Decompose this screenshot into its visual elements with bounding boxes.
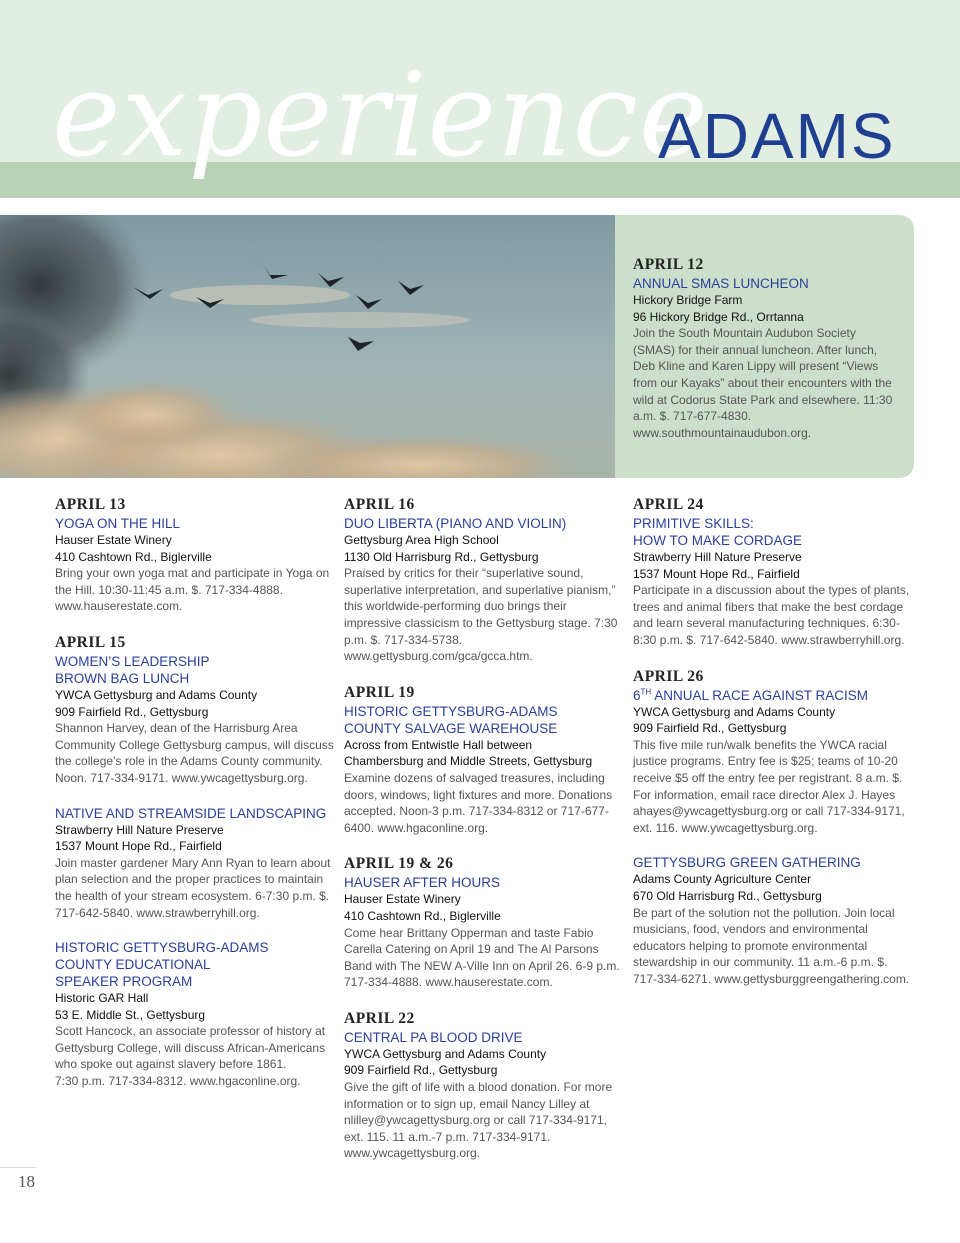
- event-description: Shannon Harvey, dean of the Harrisburg Area Community College Gettysburg campus, will discuss the college’s role in the Adams County community. Noon. 717-334-9171. www.ywcagettysburg.org.: [55, 721, 334, 785]
- event-venue: Gettysburg Area High School: [344, 533, 499, 547]
- sky-geese-photo: [0, 215, 615, 478]
- event-date: APRIL 15: [55, 633, 126, 651]
- event-address: 1537 Mount Hope Rd., Fairfield: [633, 566, 800, 581]
- event-green-gathering: [633, 854, 913, 987]
- event-title-rest: ANNUAL RACE AGAINST RACISM: [651, 687, 868, 703]
- event-date: APRIL 12: [633, 256, 704, 273]
- event-date: APRIL 16: [344, 496, 415, 513]
- masthead-script-word: experience: [52, 48, 709, 183]
- event-date: APRIL 19: [344, 683, 415, 701]
- event-title-line-2: COUNTY SALVAGE WAREHOUSE: [344, 720, 558, 736]
- event-address: 53 E. Middle St., Gettysburg: [55, 1007, 206, 1022]
- event-april-15: [55, 633, 335, 787]
- event-address: 909 Fairfield Rd., Gettysburg: [633, 721, 787, 736]
- event-title-line-1: WOMEN’S LEADERSHIP: [55, 653, 210, 669]
- event-title: YOGA ON THE HILL: [55, 516, 181, 531]
- event-venue: YWCA Gettysburg and Adams County: [55, 687, 258, 702]
- event-venue: Historic GAR Hall: [55, 991, 149, 1006]
- event-april-24: [633, 495, 913, 649]
- event-date: APRIL 22: [344, 1009, 415, 1027]
- event-description: Praised by critics for their “superlative sound, superlative interpretation, and superlative pianism,” this worldwide-performing duo brings their impressive classicism to the Gettysburg stage. 7:30 p.m. $. 717-334-5738. www.gettysburg.com/gca/gcca.htm.: [344, 566, 618, 664]
- event-date: APRIL 19 & 26: [344, 855, 454, 873]
- events-column-1: [55, 495, 335, 1108]
- event-venue: Strawberry Hill Nature Preserve: [633, 550, 802, 564]
- events-column-2: [344, 495, 624, 1180]
- event-address: 670 Old Harrisburg Rd., Gettysburg: [633, 888, 822, 903]
- event-title: GETTYSBURG GREEN GATHERING: [633, 855, 861, 871]
- event-title: NATIVE AND STREAMSIDE LANDSCAPING: [55, 805, 327, 821]
- event-description: This five mile run/walk benefits the YWCA racial justice programs. Entry fee is $25; teams of 10-20 receive $5 off the entry fee per registrant. 8 a.m. $. For information, email race director Alex J. Hayes ahayes@ywcagettysburg.org or call 717-334-9171, ext. 116. www.ywcagettysburg.org.: [633, 737, 905, 835]
- event-address: 909 Fairfield Rd., Gettysburg: [344, 1063, 498, 1078]
- event-description: Give the gift of life with a blood donation. For more information or to sign up, email Nancy Lilley at nlilley@ywcagettysburg.org or call 717-334-9171, ext. 115. 11 a.m.-7 p.m. 717-334-9171. www.ywcagettysburg.org.: [344, 1080, 613, 1161]
- event-title-line-1: HISTORIC GETTYSBURG-ADAMS: [344, 703, 558, 719]
- event-april-19: [344, 683, 624, 837]
- event-address: 410 Cashtown Rd., Biglerville: [55, 549, 212, 564]
- event-description: Examine dozens of salvaged treasures, including doors, windows, light fixtures and more. Donations accepted. Noon-3 p.m. 717-334-8312 or 717-677-6400. www.hgaconline.org.: [344, 770, 613, 835]
- event-venue: Hauser Estate Winery: [344, 892, 461, 907]
- masthead-caps-word: ADAMS: [658, 100, 896, 172]
- event-description: Scott Hancock, an associate professor of history at Gettysburg College, will discuss African-Americans who spoke out against slavery before 1861.: [55, 1024, 326, 1072]
- events-column-3: [633, 495, 913, 1005]
- event-speaker-program: [55, 939, 335, 1090]
- event-title-line-3: SPEAKER PROGRAM: [55, 974, 193, 990]
- event-april-26: [633, 667, 913, 837]
- event-april-13: [55, 495, 335, 615]
- event-title: ANNUAL SMAS LUNCHEON: [633, 276, 809, 291]
- event-venue: YWCA Gettysburg and Adams County: [633, 704, 836, 719]
- event-title: [633, 687, 913, 704]
- event-date: APRIL 24: [633, 496, 704, 513]
- event-address: 1130 Old Harrisburg Rd., Gettysburg: [344, 549, 539, 564]
- event-date: APRIL 13: [55, 496, 126, 513]
- event-time: 7:30 p.m. 717-334-8312. www.hgaconline.org.: [55, 1074, 301, 1089]
- event-title: HAUSER AFTER HOURS: [344, 875, 501, 891]
- event-description: Bring your own yoga mat and participate in Yoga on the Hill. 10:30-11:45 a.m. $. 717-334-4888. www.hauserestate.com.: [55, 566, 330, 614]
- event-title-ordinal: TH: [640, 687, 652, 697]
- featured-event-panel: [615, 215, 914, 478]
- event-venue-line-2: Chambersburg and Middle Streets, Gettysburg: [344, 754, 593, 769]
- event-description: Join master gardener Mary Ann Ryan to learn about plan selection and the proper practices to maintain the health of your stream ecosystem. 6-7:30 p.m. $. 717-642-5840. www.strawberryhill.org.: [55, 855, 331, 920]
- event-description: Come hear Brittany Opperman and taste Fabio Carella Catering on April 19 and The Al Parsons Band with The NEW A-Ville Inn on April 26. 6-9 p.m. 717-334-4888. www.hauserestate.com.: [344, 925, 620, 990]
- page-number: 18: [18, 1172, 35, 1191]
- event-title-line-2: BROWN BAG LUNCH: [55, 670, 190, 686]
- event-april-16: [344, 495, 624, 665]
- event-venue-line-1: Across from Entwistle Hall between: [344, 737, 533, 752]
- event-description: Join the South Mountain Audubon Society (SMAS) for their annual luncheon. After lunch, Deb Kline and Karen Lippy will present “Views from our Kayaks” about their encounters with the wild at Codorus State Park and elsewhere. 11:30 a.m. $. 717-677-4830. www.southmountainaudubon.org.: [633, 326, 893, 440]
- page-number-rule: [0, 1167, 36, 1168]
- event-address: 410 Cashtown Rd., Biglerville: [344, 908, 501, 923]
- event-title: DUO LIBERTA (PIANO AND VIOLIN): [344, 516, 567, 531]
- event-title-number: 6: [633, 687, 641, 703]
- event-venue: Adams County Agriculture Center: [633, 872, 812, 887]
- event-description: Be part of the solution not the pollution. Join local musicians, food, vendors and environmental educators helping to promote environmental stewardship in our community. 11 a.m.-6 p.m. $. 717-334-6271. www.gettysburggreengathering.com.: [633, 905, 910, 986]
- event-date: APRIL 26: [633, 667, 704, 685]
- event-native-landscaping: [55, 805, 335, 922]
- event-address: 909 Fairfield Rd., Gettysburg: [55, 704, 209, 719]
- event-april-19-26: [344, 854, 624, 991]
- event-venue: Hauser Estate Winery: [55, 533, 172, 547]
- event-venue: Strawberry Hill Nature Preserve: [55, 822, 224, 837]
- event-april-22: [344, 1009, 624, 1162]
- event-description: Participate in a discussion about the types of plants, trees and animal fibers that make the best cordage and learn several manufacturing techniques. 6:30-8:30 p.m. $. 717-642-5840. www.strawberryhill.org.: [633, 583, 910, 647]
- event-venue: Hickory Bridge Farm: [633, 293, 743, 307]
- event-address: 1537 Mount Hope Rd., Fairfield: [55, 839, 222, 854]
- event-title-line-2: HOW TO MAKE CORDAGE: [633, 533, 803, 548]
- event-venue: YWCA Gettysburg and Adams County: [344, 1046, 547, 1061]
- event-title-line-2: COUNTY EDUCATIONAL: [55, 957, 211, 973]
- event-title: CENTRAL PA BLOOD DRIVE: [344, 1029, 523, 1045]
- event-address: 96 Hickory Bridge Rd., Orrtanna: [633, 309, 804, 324]
- event-title-line-1: HISTORIC GETTYSBURG-ADAMS: [55, 940, 269, 956]
- event-title-line-1: PRIMITIVE SKILLS:: [633, 516, 754, 531]
